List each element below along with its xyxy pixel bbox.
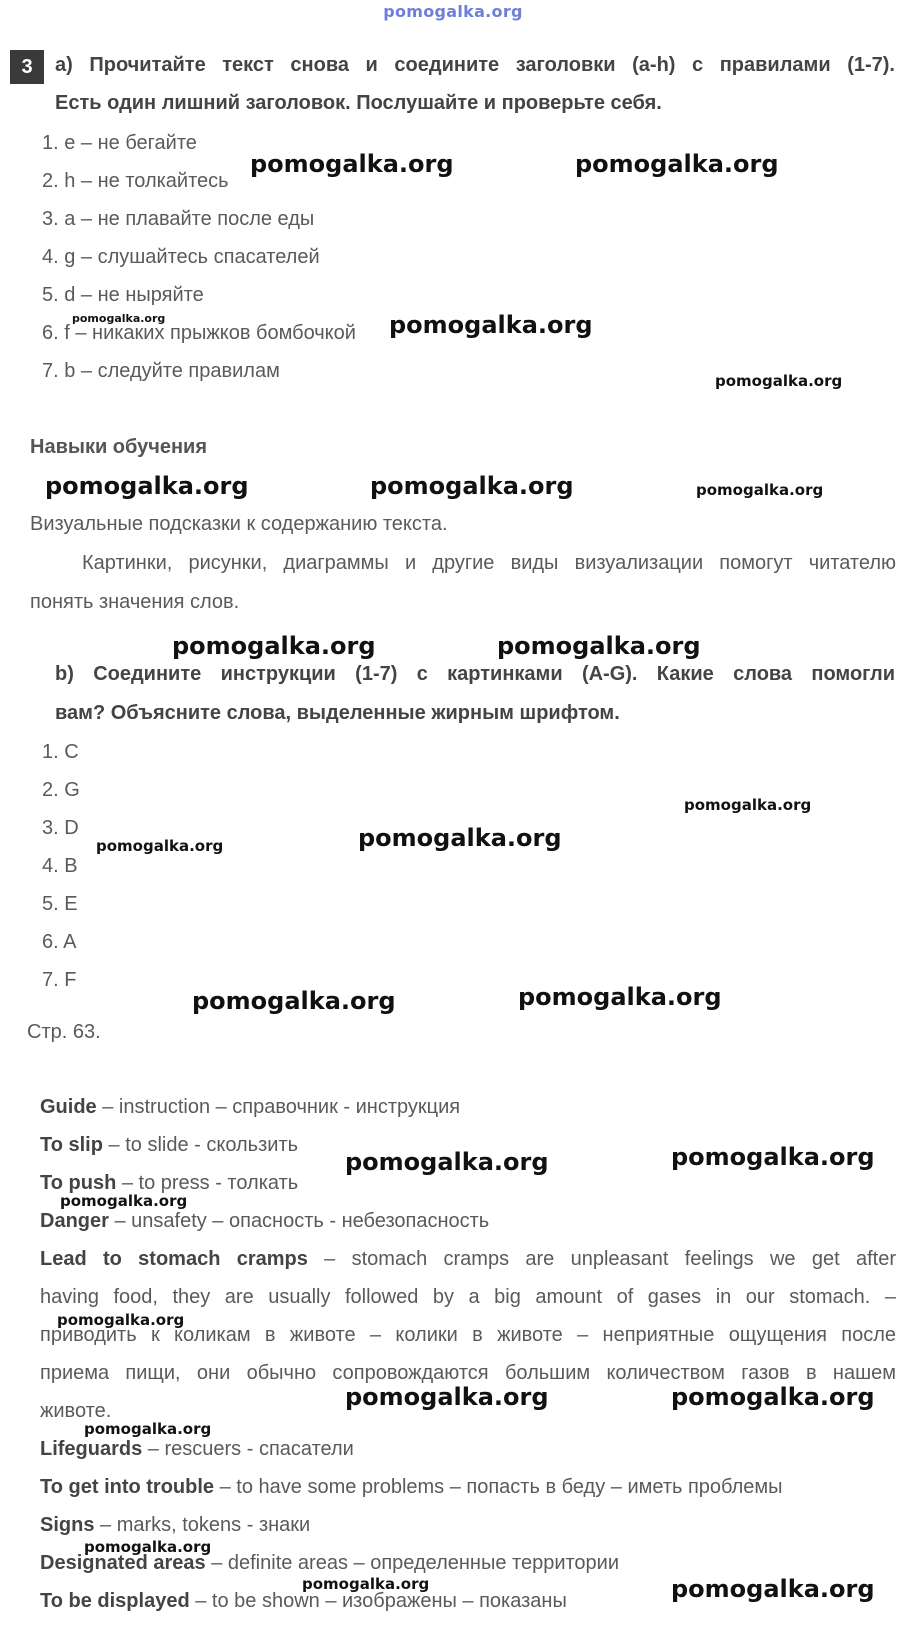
glossary-term: Lead to stomach cramps bbox=[40, 1248, 308, 1270]
glossary-definition: – to slide - скользить bbox=[102, 1134, 299, 1156]
answer-b-item: 7. F bbox=[42, 969, 77, 991]
glossary-definition: – to press - толкать bbox=[116, 1172, 299, 1194]
glossary-term: To slip bbox=[40, 1134, 103, 1156]
glossary-entry bbox=[40, 1134, 298, 1157]
watermark: pomogalka.org bbox=[696, 481, 824, 499]
glossary-definition: – to be shown – изображены – показаны bbox=[189, 1590, 567, 1612]
answer-b-item: 1. C bbox=[42, 741, 79, 763]
skills-text-line2: Картинки, рисунки, диаграммы и другие виды визуализации помогут читателю bbox=[82, 552, 896, 574]
skills-heading: Навыки обучения bbox=[30, 436, 208, 458]
answer-b-item: 5. E bbox=[42, 893, 78, 915]
watermark: pomogalka.org bbox=[45, 472, 249, 500]
answer-a-item: 1. e – не бегайте bbox=[42, 132, 197, 154]
watermark: pomogalka.org bbox=[370, 472, 574, 500]
watermark: pomogalka.org bbox=[671, 1575, 875, 1603]
skills-text-line3: понять значения слов. bbox=[30, 591, 240, 613]
answer-a-item: 3. a – не плавайте после еды bbox=[42, 208, 315, 230]
watermark: pomogalka.org bbox=[172, 632, 376, 660]
watermark: pomogalka.org bbox=[250, 150, 454, 178]
glossary-definition: – rescuers - спасатели bbox=[142, 1438, 354, 1460]
watermark: pomogalka.org bbox=[671, 1143, 875, 1171]
answer-b-item: 3. D bbox=[42, 817, 79, 839]
watermark: pomogalka.org bbox=[345, 1383, 549, 1411]
answer-b-item: 6. A bbox=[42, 931, 77, 953]
answer-a-item: 4. g – слушайтесь спасателей bbox=[42, 246, 320, 268]
watermark: pomogalka.org bbox=[358, 824, 562, 852]
skills-text-line1: Визуальные подсказки к содержанию текста. bbox=[30, 513, 448, 535]
watermark: pomogalka.org bbox=[575, 150, 779, 178]
glossary-entry bbox=[40, 1096, 460, 1119]
watermark: pomogalka.org bbox=[84, 1420, 212, 1438]
glossary-continuation: having food, they are usually followed by a big amount of gases in our stomach. – bbox=[40, 1286, 896, 1308]
glossary-term: Lifeguards bbox=[40, 1438, 143, 1460]
glossary-definition: – marks, tokens - знаки bbox=[94, 1514, 311, 1536]
glossary-definition: – definite areas – определенные территории bbox=[205, 1552, 620, 1574]
watermark: pomogalka.org bbox=[57, 1311, 185, 1329]
exercise-number-badge: 3 bbox=[10, 50, 44, 84]
glossary-term: Guide bbox=[40, 1096, 97, 1118]
glossary-term: Designated areas bbox=[40, 1552, 206, 1574]
glossary-term: Danger bbox=[40, 1210, 109, 1232]
glossary-continuation: приема пищи, они обычно сопровождаются большим количеством газов в нашем bbox=[40, 1362, 896, 1384]
watermark: pomogalka.org bbox=[192, 987, 396, 1015]
glossary-entry bbox=[40, 1438, 354, 1461]
glossary-entry bbox=[40, 1248, 896, 1271]
glossary-entry bbox=[40, 1476, 783, 1499]
watermark: pomogalka.org bbox=[715, 372, 843, 390]
glossary-definition: – instruction – справочник - инструкция bbox=[96, 1096, 461, 1118]
answer-b-item: 4. B bbox=[42, 855, 78, 877]
watermark: pomogalka.org bbox=[389, 311, 593, 339]
glossary-term: Signs bbox=[40, 1514, 95, 1536]
answer-a-item: 7. b – следуйте правилам bbox=[42, 360, 280, 382]
glossary-definition: – to have some problems – попасть в беду – иметь проблемы bbox=[214, 1476, 783, 1498]
glossary-definition: – unsafety – опасность - небезопасность bbox=[108, 1210, 490, 1232]
task-b-instruction-line1: b) Соедините инструкции (1-7) с картинками (A-G). Какие слова помогли bbox=[55, 663, 895, 685]
glossary-continuation: животе. bbox=[40, 1400, 112, 1422]
watermark: pomogalka.org bbox=[96, 837, 224, 855]
watermark: pomogalka.org bbox=[518, 983, 722, 1011]
task-a-instruction-line1: a) Прочитайте текст снова и соедините заголовки (a-h) с правилами (1-7). bbox=[55, 54, 895, 76]
watermark: pomogalka.org bbox=[684, 796, 812, 814]
watermark: pomogalka.org bbox=[60, 1192, 188, 1210]
glossary-entry bbox=[40, 1210, 489, 1233]
header-watermark: pomogalka.org bbox=[383, 2, 523, 21]
watermark: pomogalka.org bbox=[671, 1383, 875, 1411]
watermark: pomogalka.org bbox=[302, 1575, 430, 1593]
watermark: pomogalka.org bbox=[345, 1148, 549, 1176]
glossary-entry bbox=[40, 1590, 567, 1613]
task-b-instruction-line2: вам? Объясните слова, выделенные жирным шрифтом. bbox=[55, 702, 620, 724]
answer-a-item: 2. h – не толкайтесь bbox=[42, 170, 229, 192]
answer-b-item: 2. G bbox=[42, 779, 80, 801]
watermark: pomogalka.org bbox=[497, 632, 701, 660]
answer-a-item: 5. d – не ныряйте bbox=[42, 284, 204, 306]
task-a-instruction-line2: Есть один лишний заголовок. Послушайте и проверьте себя. bbox=[55, 92, 662, 114]
glossary-term: To be displayed bbox=[40, 1590, 190, 1612]
glossary-term: To get into trouble bbox=[40, 1476, 215, 1498]
page-reference: Стр. 63. bbox=[27, 1021, 101, 1043]
watermark: pomogalka.org bbox=[84, 1538, 212, 1556]
glossary-definition: – stomach cramps are unpleasant feelings we get after bbox=[307, 1248, 896, 1270]
watermark: pomogalka.org bbox=[72, 312, 166, 325]
glossary-continuation: приводить к коликам в животе – колики в животе – неприятные ощущения после bbox=[40, 1324, 896, 1346]
answer-a-item: 6. f – никаких прыжков бомбочкой bbox=[42, 322, 356, 344]
glossary-term: To push bbox=[40, 1172, 117, 1194]
glossary-entry bbox=[40, 1514, 310, 1537]
